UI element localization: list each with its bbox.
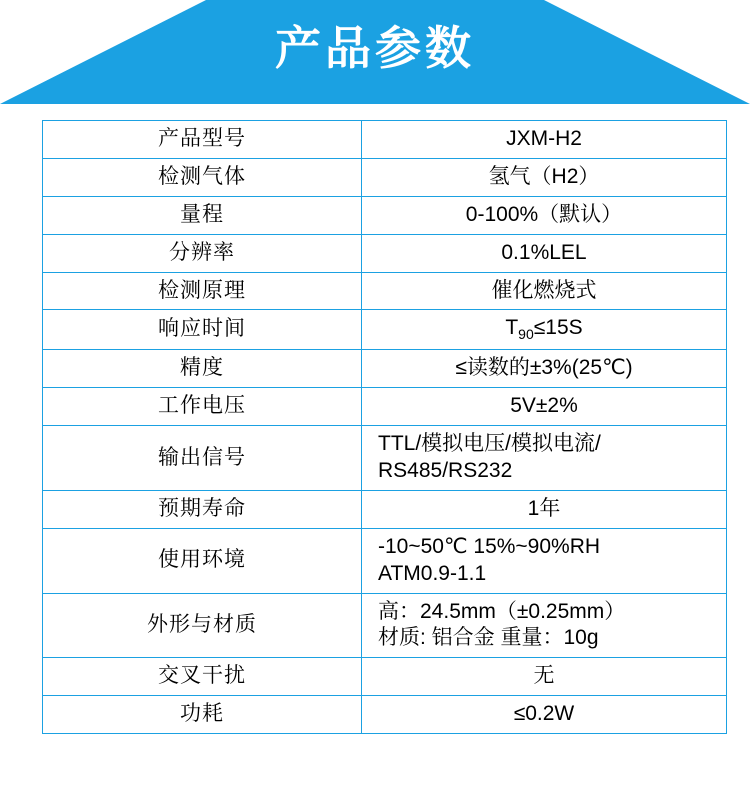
spec-value — [362, 426, 727, 491]
spec-value — [362, 593, 727, 658]
table-row — [43, 234, 727, 272]
spec-value-line: 材质: 铝合金 重量：10g — [378, 626, 599, 650]
spec-value-line: ATM0.9-1.1 — [378, 561, 487, 585]
table-row — [43, 490, 727, 528]
spec-value-line: 0.1%LEL — [501, 240, 587, 264]
spec-value-line: 氢气（H2） — [488, 164, 600, 188]
spec-value — [362, 234, 727, 272]
spec-value-line: ≤读数的±3%(25℃) — [455, 356, 633, 380]
spec-value-line: 1年 — [527, 496, 561, 520]
spec-value — [362, 310, 727, 350]
spec-value-line: 催化燃烧式 — [491, 278, 597, 302]
spec-value-line: 0-100%（默认） — [465, 202, 623, 226]
spec-value-line: ≤0.2W — [513, 702, 575, 726]
table-row — [43, 426, 727, 491]
spec-label: 外形与材质 — [43, 593, 362, 658]
spec-value-line: $T_{90}\le 15S$ — [505, 316, 583, 343]
spec-label: 检测原理 — [43, 272, 362, 310]
spec-label: 响应时间 — [43, 310, 362, 350]
table-row — [43, 593, 727, 658]
spec-value — [362, 528, 727, 593]
table-row — [43, 658, 727, 696]
spec-label: 检测气体 — [43, 158, 362, 196]
spec-label: 功耗 — [43, 696, 362, 734]
spec-value-line: RS485/RS232 — [378, 459, 513, 483]
spec-table — [42, 120, 727, 734]
spec-value — [362, 350, 727, 388]
table-row — [43, 272, 727, 310]
spec-label: 量程 — [43, 196, 362, 234]
spec-value — [362, 388, 727, 426]
spec-value — [362, 158, 727, 196]
table-row — [43, 196, 727, 234]
spec-value-line: 无 — [533, 664, 555, 688]
spec-value — [362, 490, 727, 528]
spec-value-line: 高：24.5mm（±0.25mm） — [378, 599, 626, 623]
spec-label: 交叉干扰 — [43, 658, 362, 696]
page-title: 产品参数 — [275, 22, 475, 74]
spec-label: 使用环境 — [43, 528, 362, 593]
spec-value — [362, 272, 727, 310]
spec-value — [362, 196, 727, 234]
spec-value-line: -10~50℃ 15%~90%RH — [378, 534, 601, 558]
spec-value — [362, 121, 727, 159]
table-row — [43, 388, 727, 426]
spec-value-line: TTL/模拟电压/模拟电流/ — [378, 432, 601, 456]
header-banner — [0, 0, 750, 104]
spec-label: 产品型号 — [43, 121, 362, 159]
table-row — [43, 158, 727, 196]
table-row — [43, 696, 727, 734]
spec-value-line: JXM-H2 — [506, 127, 582, 150]
spec-value — [362, 696, 727, 734]
spec-table-body — [43, 121, 727, 734]
table-row — [43, 350, 727, 388]
table-row — [43, 310, 727, 350]
spec-value — [362, 658, 727, 696]
spec-label: 精度 — [43, 350, 362, 388]
table-row — [43, 528, 727, 593]
spec-label: 预期寿命 — [43, 490, 362, 528]
table-row — [43, 121, 727, 159]
spec-label: 工作电压 — [43, 388, 362, 426]
spec-value-line: 5V±2% — [510, 394, 578, 418]
spec-table-container — [42, 120, 708, 734]
spec-label: 分辨率 — [43, 234, 362, 272]
spec-label: 输出信号 — [43, 426, 362, 491]
